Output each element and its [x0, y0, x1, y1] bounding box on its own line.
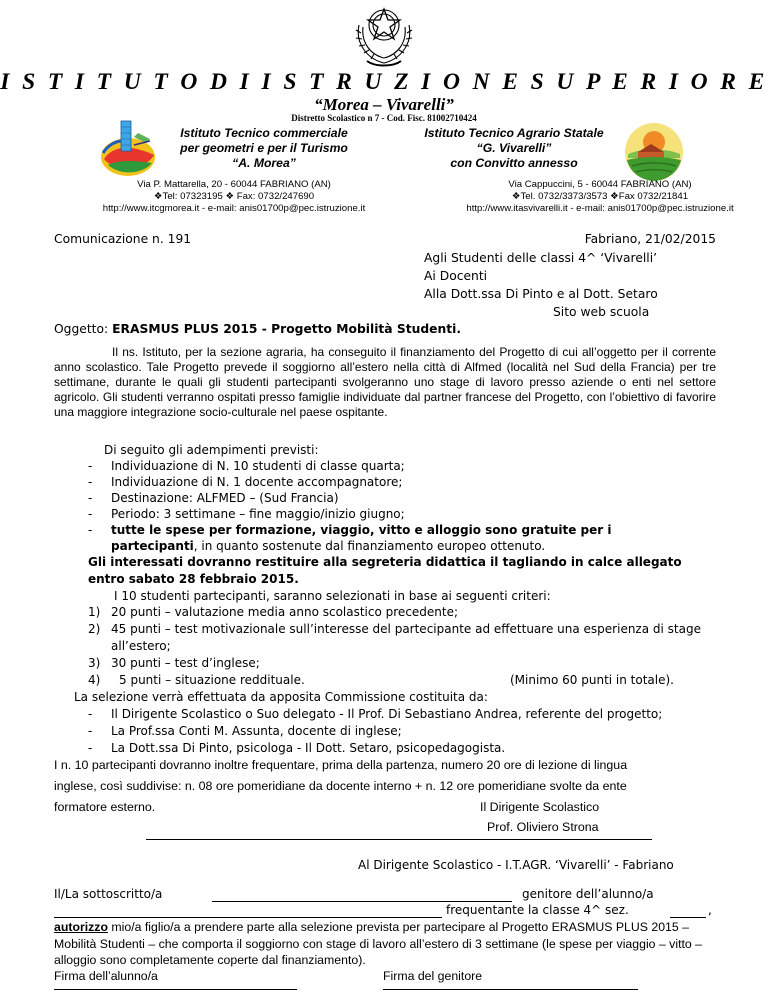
criterion-text: 45 punti – test motivazionale sull’interesse del partecipante ad effettuare una esperienza di stage: [111, 622, 701, 636]
recipient-website: Sito web scuola: [553, 305, 650, 319]
commission-intro: La selezione verrà effettuata da apposita Commissione costituita da:: [74, 690, 488, 704]
fulfilments-intro: Di seguito gli adempimenti previsti:: [104, 443, 319, 457]
slip-addressee: Al Dirigente Scolastico - I.T.AGR. ‘Vivarelli’ - Fabriano: [358, 858, 674, 872]
criterion-number: 1): [88, 605, 101, 619]
institute-subtitle: “Morea – Vivarelli”: [314, 95, 454, 114]
student-signature-field[interactable]: [54, 989, 297, 990]
commission-dash: -: [88, 724, 93, 738]
district-line: Distretto Scolastico n 7 - Cod. Fisc. 81002710424: [291, 113, 477, 123]
free-costs-bold: tutte le spese per formazione, viaggio, vitto e alloggio sono gratuite per i: [111, 523, 612, 537]
right-school-address: [430, 179, 768, 215]
right-school-name: [410, 126, 618, 171]
fulfilment-item: Individuazione di N. 1 docente accompagnatore;: [111, 475, 403, 489]
parent-signature-label: Firma del genitore: [383, 969, 483, 983]
free-costs-participants: partecipanti: [111, 539, 194, 553]
student-name-field[interactable]: [54, 917, 442, 918]
italian-republic-emblem-icon: [345, 3, 423, 73]
authorization-bold: autorizzo: [54, 920, 108, 934]
right-address-phone: ❖Tel. 0732/3373/3573 ❖Fax 0732/21841: [511, 191, 689, 202]
criteria-intro: I 10 studenti partecipanti, saranno selezionati in base ai seguenti criteri:: [114, 589, 551, 603]
communication-number: Comunicazione n. 191: [54, 232, 192, 246]
fulfilment-item: Destinazione: ALFMED – (Sud Francia): [111, 491, 339, 505]
slip-undersigned-label: Il/La sottoscritto/a: [54, 887, 163, 901]
cut-line: [146, 839, 652, 840]
training-line-1: I n. 10 partecipanti dovranno inoltre frequentare, prima della partenza, numero 20 ore di lezione di lingua: [54, 758, 628, 772]
subject-line: [54, 322, 461, 336]
criteria-minimum: (Minimo 60 punti in totale).: [510, 673, 674, 687]
slip-comma: ,: [708, 903, 712, 917]
fulfilment-item: Periodo: 3 settimane – fine maggio/inizio giugno;: [111, 507, 405, 521]
recipient-teachers: Ai Docenti: [424, 269, 488, 283]
fulfilment-dash: -: [88, 475, 93, 489]
criterion-text: 20 punti – valutazione media anno scolastico precedente;: [111, 605, 459, 619]
commission-dash: -: [88, 741, 93, 755]
itc-morea-logo-icon: [98, 119, 160, 179]
deadline-date: entro sabato 28 febbraio 2015.: [88, 572, 299, 586]
training-line-2: inglese, così suddivise: n. 08 ore pomeridiane da docente interno + n. 12 ore pomeridiane svolte da ente: [54, 779, 627, 793]
criterion-number: 4): [88, 673, 101, 687]
left-school-name: [160, 126, 368, 171]
subject-label: Oggetto:: [54, 322, 109, 336]
signer-name: Prof. Oliviero Strona: [487, 820, 599, 834]
recipient-staff: Alla Dott.ssa Di Pinto e al Dott. Setaro: [424, 287, 658, 301]
left-school-line3: “A. Morea”: [232, 156, 296, 170]
authorization-rest: mio/a figlio/a a prendere parte alla selezione prevista per partecipare al Progetto ERASMUS PLUS 2015 – Mobilità Studenti – che comporta il soggiorno con stage di lavoro all’estero di 3 settimane (le spese per viaggio – vitto – alloggio sono completamente coperte dal finanziamento).: [54, 920, 702, 967]
right-school-line1: Istituto Tecnico Agrario Statale: [424, 126, 604, 140]
free-costs-rest: , in quanto sostenute dal finanziamento europeo ottenuto.: [193, 539, 546, 553]
right-address-web: http://www.itasvivarelli.it - e-mail: anis01700p@pec.istruzione.it: [466, 203, 734, 214]
slip-parent-of-label: genitore dell’alunno/a: [522, 887, 654, 901]
criterion-number: 2): [88, 622, 101, 636]
parent-signature-field[interactable]: [383, 989, 638, 990]
criterion-number: 3): [88, 656, 101, 670]
criterion-text: 30 punti – test d’inglese;: [111, 656, 260, 670]
fulfilment-item: Individuazione di N. 10 studenti di classe quarta;: [111, 459, 405, 473]
deadline-notice: Gli interessati dovranno restituire alla segreteria didattica il tagliando in calce allegato: [88, 555, 682, 569]
commission-member: La Dott.ssa Di Pinto, psicologa - Il Dott. Setaro, psicopedagogista.: [111, 741, 506, 755]
right-school-line3: con Convitto annesso: [450, 156, 578, 170]
class-section-field[interactable]: [670, 917, 706, 918]
right-school-line2: “G. Vivarelli”: [476, 141, 552, 155]
fulfilment-dash: -: [88, 523, 93, 537]
signer-role: Il Dirigente Scolastico: [480, 800, 600, 814]
criterion-text: 5 punti – situazione reddituale.: [119, 673, 305, 687]
commission-member: Il Dirigente Scolastico o Suo delegato - Il Prof. Di Sebastiano Andrea, referente del progetto;: [111, 707, 663, 721]
authorization-text: [54, 919, 716, 969]
criterion-text-cont: all’estero;: [111, 639, 171, 653]
student-signature-label: Firma dell’alunno/a: [54, 969, 158, 983]
training-line-3: formatore esterno.: [54, 800, 156, 814]
left-school-line1: Istituto Tecnico commerciale: [180, 126, 348, 140]
fulfilment-dash: -: [88, 507, 93, 521]
fulfilment-dash: -: [88, 459, 93, 473]
intro-paragraph: Il ns. Istituto, per la sezione agraria, ha conseguito il finanziamento del Progetto di cui all’oggetto per il corrente anno scolastico. Tale Progetto prevede il soggiorno all’estero nella città di Alfmed (località nel Sud della Francia) per tre settimane, durante le quali gli studenti partecipanti svolgeranno uno stage di lavoro presso aziende o enti nel settore agricolo. Gli studenti verranno ospitati presso famiglie individuate dal partner francese del Progetto, con l’obiettivo di favorire una maggiore integrazione socio-culturale nel paese ospitante.: [54, 345, 716, 419]
commission-dash: -: [88, 707, 93, 721]
undersigned-name-field[interactable]: [212, 901, 512, 902]
right-address-street: Via Cappuccini, 5 - 60044 FABRIANO (AN): [508, 179, 692, 190]
left-address-phone: ❖Tel: 07323195 ❖ Fax: 0732/247690: [153, 191, 315, 202]
left-school-line2: per geometri e per il Turismo: [180, 141, 348, 155]
recipient-students: Agli Studenti delle classi 4^ ‘Vivarelli’: [424, 251, 658, 265]
subject-text: ERASMUS PLUS 2015 - Progetto Mobilità Studenti.: [112, 322, 462, 336]
commission-member: La Prof.ssa Conti M. Assunta, docente di inglese;: [111, 724, 402, 738]
left-school-address: [78, 179, 390, 215]
institute-title: I S T I T U T O D I I S T R U Z I O N E S U P E R I O R E: [0, 69, 768, 95]
slip-class-label: frequentante la classe 4^ sez.: [446, 903, 629, 917]
fulfilment-dash: -: [88, 491, 93, 505]
free-costs-line: [111, 539, 545, 553]
ita-vivarelli-logo-icon: [624, 122, 684, 182]
left-address-street: Via P. Mattarella, 20 - 60044 FABRIANO (AN): [137, 179, 331, 190]
communication-date: Fabriano, 21/02/2015: [584, 232, 716, 246]
left-address-web: http://www.itcgmorea.it - e-mail: anis01700p@pec.istruzione.it: [102, 203, 366, 214]
